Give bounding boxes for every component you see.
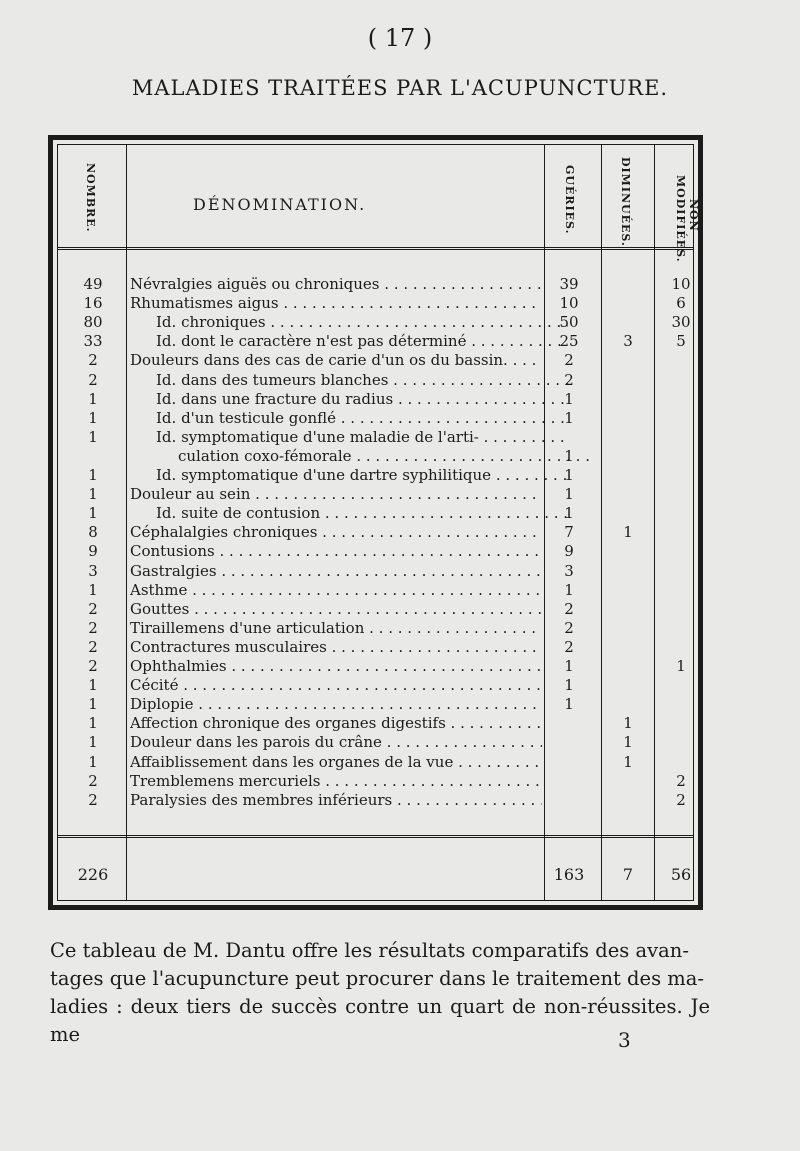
table-row (58, 714, 693, 733)
table-row (58, 390, 693, 409)
row-nombre: 2 (88, 351, 98, 370)
row-nombre: 2 (88, 618, 98, 637)
row-denomination (130, 523, 542, 542)
header-diminuees: DIMINUÉES. (619, 157, 632, 247)
row-gueries: 10 (559, 294, 579, 313)
table-row (58, 332, 693, 351)
denomination-text: Affaiblissement dans les organes de la vue (130, 752, 454, 771)
leader-dots (279, 294, 542, 312)
table-row (58, 619, 693, 638)
row-denomination (130, 447, 590, 466)
denomination-text: Gastralgies (130, 561, 217, 580)
table-row (58, 695, 693, 714)
leader-dots (194, 695, 542, 713)
table-row (58, 294, 693, 313)
row-nombre: 2 (88, 790, 98, 809)
page-title: MALADIES TRAITÉES PAR L'ACUPUNCTURE. (131, 76, 669, 100)
body-paragraph (50, 937, 710, 1049)
row-denomination (130, 600, 542, 619)
leader-dots (446, 714, 542, 732)
row-non-modifiees: 2 (676, 771, 686, 790)
denomination-text: Douleur dans les parois du crâne (130, 733, 382, 752)
row-gueries: 2 (564, 618, 574, 637)
row-nombre: 49 (83, 275, 103, 293)
leader-dots (393, 390, 568, 408)
denomination-text: culation coxo-fémorale (178, 446, 352, 465)
leader-dots (327, 638, 542, 656)
row-denomination (130, 676, 542, 695)
row-nombre: 1 (88, 714, 98, 733)
row-nombre: 3 (88, 561, 98, 580)
leader-dots (217, 562, 542, 580)
leader-dots (266, 313, 568, 331)
row-denomination (130, 753, 542, 772)
leader-dots (215, 542, 542, 560)
denomination-text: Rhumatismes aigus (130, 294, 279, 313)
paragraph-line: ladies : deux tiers de succès contre un quart de non-réussites. Je me (50, 995, 710, 1046)
denomination-text: Tremblemens mercuriels (130, 771, 321, 790)
total-non-modifiees: 56 (670, 865, 692, 884)
denomination-text: Id. symptomatique d'une dartre syphilitique (156, 466, 492, 484)
row-gueries: 1 (564, 504, 574, 523)
row-nombre: 1 (88, 466, 98, 484)
denomination-text: Id. chroniques (156, 313, 266, 332)
row-denomination (130, 390, 568, 409)
row-gueries: 1 (564, 466, 574, 484)
row-denomination (130, 695, 542, 714)
leader-dots (250, 485, 542, 503)
row-denomination (130, 371, 568, 390)
table-row (58, 542, 693, 561)
row-denomination (130, 504, 568, 523)
row-nombre: 1 (88, 389, 98, 408)
row-nombre: 1 (88, 733, 98, 752)
row-non-modifiees: 6 (676, 294, 686, 313)
table-row (58, 753, 693, 772)
row-nombre: 2 (88, 599, 98, 618)
row-nombre: 1 (88, 676, 98, 695)
row-diminuees: 1 (623, 523, 633, 542)
table-row (58, 600, 693, 619)
row-diminuees: 1 (623, 733, 633, 752)
table-row (58, 351, 693, 370)
row-gueries: 25 (559, 332, 579, 351)
row-non-modifiees: 1 (676, 657, 686, 675)
results-table (48, 135, 703, 910)
denomination-text: Affection chronique des organes digestifs (130, 714, 446, 733)
leader-dots (479, 428, 568, 446)
table-row (58, 371, 693, 390)
row-non-modifiees: 10 (671, 275, 691, 293)
row-denomination (130, 581, 542, 600)
leader-dots (336, 409, 568, 427)
row-gueries: 2 (564, 351, 574, 370)
row-gueries: 50 (559, 313, 579, 332)
row-nombre: 1 (88, 408, 98, 427)
row-nombre: 1 (88, 504, 98, 523)
row-denomination (130, 466, 568, 485)
row-denomination (130, 638, 542, 657)
row-nombre: 2 (88, 771, 98, 790)
table-row (58, 466, 693, 485)
row-denomination (130, 428, 568, 447)
row-denomination (130, 791, 542, 810)
row-gueries: 1 (564, 676, 574, 695)
row-denomination (130, 542, 542, 561)
denomination-text: Névralgies aiguës ou chroniques (130, 275, 380, 293)
row-denomination (130, 657, 542, 676)
row-nombre: 2 (88, 637, 98, 656)
row-gueries: 1 (564, 695, 574, 714)
row-nombre: 2 (88, 370, 98, 389)
table-row (58, 733, 693, 752)
row-gueries: 1 (564, 408, 574, 427)
header-rule (58, 247, 693, 250)
table-row (58, 428, 693, 447)
denomination-text: Gouttes (130, 599, 190, 618)
row-gueries: 1 (564, 446, 574, 465)
row-non-modifiees: 30 (671, 313, 691, 332)
row-nombre: 33 (83, 332, 103, 351)
row-denomination (130, 294, 542, 313)
denomination-text: Diplopie (130, 695, 194, 714)
denomination-text: Céphalalgies chroniques (130, 523, 318, 542)
row-gueries: 1 (564, 485, 574, 504)
row-gueries: 1 (564, 580, 574, 599)
leader-dots (317, 523, 542, 541)
row-nombre: 1 (88, 580, 98, 599)
leader-dots (388, 371, 568, 389)
denomination-text: Asthme (130, 580, 188, 599)
table-row (58, 504, 693, 523)
page-number: ( 17 ) (367, 24, 433, 52)
total-nombre: 226 (77, 865, 109, 884)
denomination-text: Id. dont le caractère n'est pas déterminé (156, 332, 467, 351)
total-gueries: 163 (553, 865, 585, 884)
row-denomination (130, 313, 568, 332)
table-row (58, 791, 693, 810)
signature-mark: 3 (618, 1028, 631, 1052)
leader-dots (453, 753, 542, 771)
denomination-text: Id. suite de contusion (156, 504, 321, 523)
denomination-text: Douleurs dans des cas de carie d'un os du bassin. (130, 351, 508, 370)
row-nombre: 8 (88, 523, 98, 542)
row-gueries: 3 (564, 561, 574, 580)
leader-dots (382, 733, 542, 751)
denomination-text: Tiraillemens d'une articulation (130, 618, 365, 637)
row-denomination (130, 332, 568, 351)
denomination-text: Paralysies des membres inférieurs (130, 790, 393, 809)
row-non-modifiees: 2 (676, 790, 686, 809)
row-diminuees: 3 (623, 332, 633, 351)
row-nombre: 1 (88, 485, 98, 504)
leader-dots (380, 275, 543, 293)
paragraph-line: Ce tableau de M. Dantu offre les résultats comparatifs des avan- (50, 939, 689, 962)
denomination-text: Contractures musculaires (130, 637, 327, 656)
row-denomination (130, 275, 542, 294)
row-nombre: 1 (88, 695, 98, 714)
leader-dots (364, 619, 542, 637)
table-row (58, 275, 693, 294)
denomination-text: Cécité (130, 676, 179, 695)
row-denomination (130, 619, 542, 638)
leader-dots (189, 600, 542, 618)
row-denomination (130, 772, 542, 791)
leader-dots (392, 791, 542, 809)
paragraph-line: tages que l'acupuncture peut procurer dans le traitement des ma- (50, 967, 704, 990)
table-row (58, 657, 693, 676)
row-denomination (130, 733, 542, 752)
table-row (58, 523, 693, 542)
row-nombre: 2 (88, 657, 98, 675)
row-denomination (130, 562, 542, 581)
row-denomination (130, 409, 568, 428)
row-denomination (130, 351, 542, 370)
denomination-text: Contusions (130, 542, 215, 561)
row-nombre: 1 (88, 752, 98, 771)
denomination-text: Id. d'un testicule gonflé (156, 408, 336, 427)
row-diminuees: 1 (623, 752, 633, 771)
table-row (58, 447, 693, 466)
table-row (58, 313, 693, 332)
row-nombre: 9 (88, 542, 98, 561)
row-gueries: 1 (564, 657, 574, 675)
table-row (58, 676, 693, 695)
row-denomination (130, 714, 542, 733)
denomination-text: Douleur au sein (130, 485, 251, 504)
row-gueries: 2 (564, 599, 574, 618)
table-row (58, 485, 693, 504)
total-diminuees: 7 (622, 865, 634, 884)
leader-dots (227, 657, 542, 675)
row-diminuees: 1 (623, 714, 633, 733)
row-non-modifiees: 5 (676, 332, 686, 351)
leader-dots (320, 772, 542, 790)
table-row (58, 409, 693, 428)
total-rule (58, 835, 693, 838)
row-denomination (130, 485, 542, 504)
denomination-text: Ophthalmies (130, 657, 227, 675)
row-nombre: 80 (83, 313, 103, 332)
row-gueries: 2 (564, 370, 574, 389)
leader-dots (508, 351, 542, 369)
header-nombre: NOMBRE. (84, 163, 97, 233)
table-row (58, 562, 693, 581)
header-gueries: GUÉRIES. (563, 165, 576, 235)
table-row (58, 638, 693, 657)
leader-dots (320, 504, 568, 522)
row-gueries: 9 (564, 542, 574, 561)
row-gueries: 2 (564, 637, 574, 656)
row-gueries: 7 (564, 523, 574, 542)
row-gueries: 39 (559, 275, 579, 293)
row-nombre: 16 (83, 294, 103, 313)
denomination-text: Id. symptomatique d'une maladie de l'arti- (156, 427, 479, 446)
table-row (58, 772, 693, 791)
row-nombre: 1 (88, 427, 98, 446)
table-inner-frame (57, 144, 700, 901)
denomination-text: Id. dans une fracture du radius (156, 389, 394, 408)
leader-dots (187, 581, 542, 599)
leader-dots (178, 676, 542, 694)
denomination-text: Id. dans des tumeurs blanches (156, 370, 389, 389)
table-row (58, 581, 693, 600)
row-gueries: 1 (564, 389, 574, 408)
header-non-modifiees: NON MODIFIÉES. (674, 175, 700, 263)
header-denomination: DÉNOMINATION. (193, 195, 367, 214)
